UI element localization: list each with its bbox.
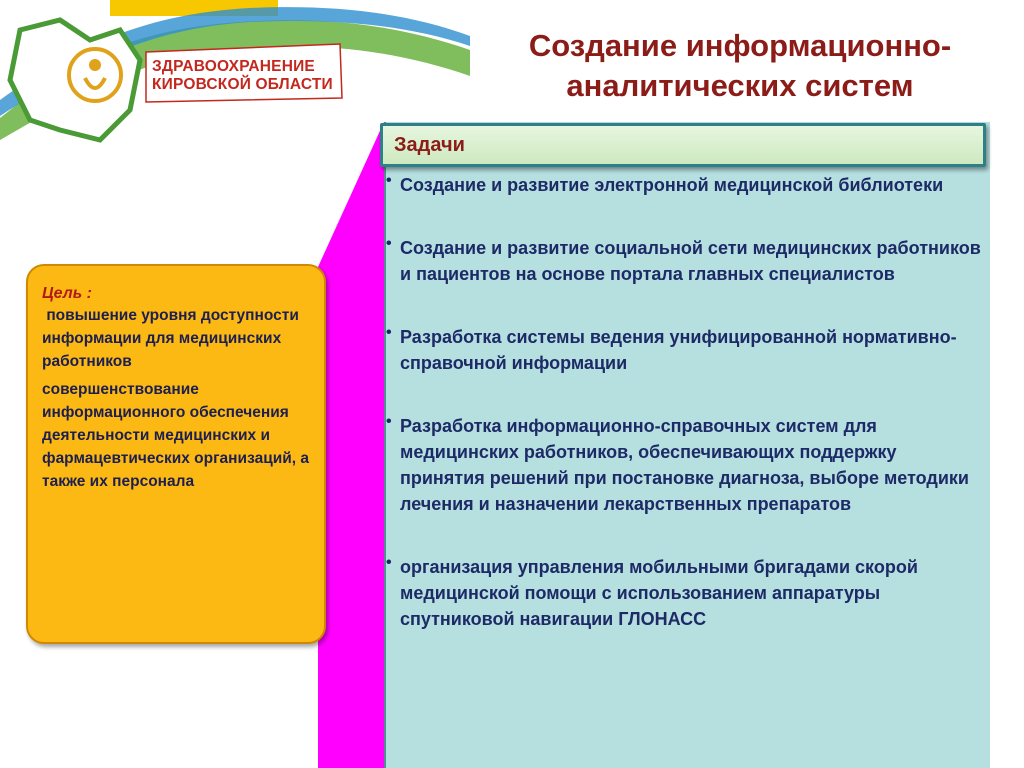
list-item: [384, 324, 984, 376]
task-text: организация управления мобильными бригадами скорой медицинской помощи с использованием аппаратуры спутниковой навигации ГЛОНАСС: [400, 557, 918, 629]
task-list: [384, 172, 984, 632]
logo-text: [152, 58, 333, 94]
list-item: [384, 413, 984, 517]
task-text: Создание и развитие социальной сети медицинских работников и пациентов на основе портала главных специалистов: [400, 238, 981, 284]
bullet-dot-icon: •: [386, 172, 392, 189]
page-title: Создание информационно-аналитических систем: [528, 28, 952, 103]
logo-line-1: ЗДРАВООХРАНЕНИЕ: [152, 58, 315, 75]
task-text: Создание и развитие электронной медицинской библиотеки: [400, 175, 944, 195]
goal-text-1: повышение уровня доступности информации для медицинских работников: [42, 307, 304, 370]
tasks-header: Задачи: [380, 123, 986, 167]
task-text: Разработка системы ведения унифицированной нормативно-справочной информации: [400, 327, 957, 373]
bullet-dot-icon: •: [386, 413, 392, 430]
bullet-dot-icon: •: [386, 554, 392, 571]
task-text: Разработка информационно-справочных систем для медицинских работников, обеспечивающих поддержку принятия решений при постановке диагноза, выборе методики лечения и назначении лекарственных препаратов: [400, 416, 969, 514]
bullet-dot-icon: •: [386, 324, 392, 341]
list-item: [384, 554, 984, 632]
bullet-dot-icon: •: [386, 235, 392, 252]
connector-shape: [318, 122, 388, 768]
goal-text-2: совершенствование информационного обеспечения деятельности медицинских и фармацевтических организаций, а также их персонала: [42, 381, 310, 490]
list-item: [384, 235, 984, 287]
goal-label: Цель :: [42, 285, 92, 302]
logo-line-2: КИРОВСКОЙ ОБЛАСТИ: [152, 76, 333, 93]
list-item: [384, 172, 984, 198]
goal-box: [26, 264, 326, 644]
